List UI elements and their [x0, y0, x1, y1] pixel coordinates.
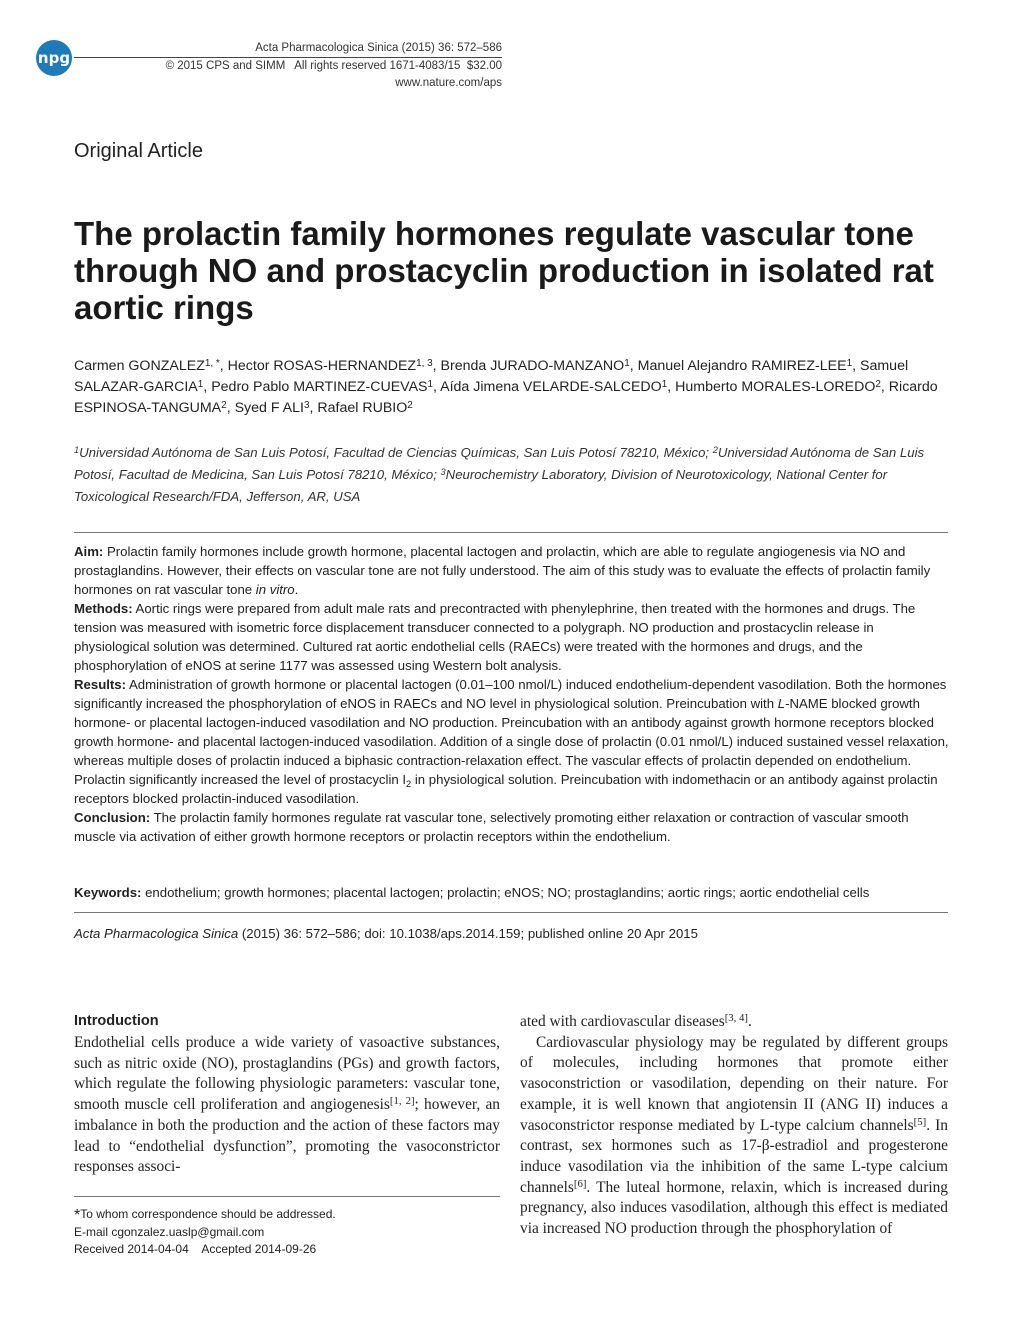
abstract-aim: Aim: Prolactin family hormones include growth hormone, placental lactogen and prolactin, which are able to regulate angiogenesis via NO and prostaglandins. However, their effects on vascular tone are not fully understood. The aim of this study was to evaluate the effects of prolactin family hormones on rat vascular tone in vitro.	[74, 544, 931, 597]
received-accepted-dates: Received 2014-04-04 Accepted 2014-09-26	[74, 1242, 317, 1256]
footnote-rule	[74, 1196, 500, 1197]
keywords-rule	[74, 912, 948, 913]
abstract-methods: Methods: Aortic rings were prepared from adult male rats and precontracted with phenylephrine, then treated with the hormones and drugs. The tension was measured with isometric force displacement transducer connected to a polygraph. NO production and prostacyclin release in physiological solution was determined. Cultured rat aortic endothelial cells (RAECs) were treated with the hormones and drugs, and the phosphorylation of eNOS at serine 1177 was assessed using Western bolt analysis.	[74, 601, 916, 673]
abstract-conclusion: Conclusion: The prolactin family hormones regulate rat vascular tone, selectively promoting either relaxation or contraction of vascular smooth muscle via activation of either growth hormone receptors or prolactin receptors within the endothelium.	[74, 810, 909, 844]
intro-left-column	[74, 1033, 500, 1178]
intro-paragraph: Cardiovascular physiology may be regulated by different groups of molecules, including hormones that promote either vasoconstriction or vasodilation, depending on their nature. For example, it is well known that angiotensin II (ANG II) induces a vasoconstrictor response mediated by L-type calcium channels[5]. In contrast, sex hormones such as 17-β-estradiol and progesterone induce vasodilation via the inhibition of the same L-type calcium channels[6]. The luteal hormone, relaxin, which is increased during pregnancy, also induces vasodilation, although this effect is mediated via increased NO production through the phosphorylation of	[520, 1033, 948, 1238]
citation-line: Acta Pharmacologica Sinica (2015) 36: 572–586; doi: 10.1038/aps.2014.159; published online 20 Apr 2015	[74, 926, 698, 941]
correspondence-note: To whom correspondence should be addressed.	[80, 1207, 336, 1221]
introduction-heading: Introduction	[74, 1013, 159, 1029]
intro-right-column	[520, 1012, 948, 1240]
volume-info: (2015) 36: 572–586	[401, 42, 502, 54]
intro-paragraph: ated with cardiovascular diseases[3, 4].	[520, 1012, 752, 1030]
affiliations: $^1$Universidad Autónoma de San Luis Potosí, Facultad de Ciencias Químicas, San Luis Potosí 78210, México; $^2$Universidad Autónoma de San Luis Potosí, Facultad de Medicina, San Luis Potosí 78210, México; $^3$Neurochemistry Laboratory, Division of Neurotoxicology, National Center for Toxicological Research/FDA, Jefferson, AR, USA	[74, 444, 925, 504]
author-list: Carmen $GONZALEZ^{1, *}$, Hector ROSAS-HERNANDEZ$^{1, 3}$, Brenda JURADO-MANZANO$^1$, Manuel Alejandro RAMIREZ-LEE$^1$, Samuel SALAZAR-GARCIA$^1$, Pedro Pablo MARTINEZ-CUEVAS$^1$, Aída Jimena VELARDE-SALCEDO$^1$, Humberto MORALES-LOREDO$^2$, Ricardo ESPINOSA-TANGUMA$^2$, Syed F ALI$^3$, Rafael RUBIO$^2$	[74, 357, 938, 416]
intro-paragraph: Endothelial cells produce a wide variety of vasoactive substances, such as nitric oxide (NO), prostaglandins (PGs) and growth factors, which regulate the following physiologic parameters: vascular tone, smooth muscle cell proliferation and angiogenesis[1, 2]; however, an imbalance in both the production and the action of these factors may lead to “endothelial dysfunction”, promoting the vasoconstrictor responses associ-	[74, 1034, 500, 1176]
asterisk-icon: *	[74, 1207, 81, 1224]
journal-name: Acta Pharmacologica Sinica	[255, 42, 399, 54]
article-type: Original Article	[74, 140, 203, 162]
npg-logo: npg	[36, 40, 72, 76]
copyright-line: © 2015 CPS and SIMM All rights reserved 1671-4083/15 $32.00	[165, 60, 502, 72]
journal-line	[255, 40, 502, 56]
abstract-top-rule	[74, 532, 948, 533]
journal-url[interactable]: www.nature.com/aps	[395, 77, 502, 89]
correspondence-email[interactable]: E-mail cgonzalez.uaslp@gmail.com	[74, 1225, 265, 1239]
abstract	[74, 542, 950, 846]
footnote	[74, 1206, 500, 1258]
abstract-results: Results: Administration of growth hormone or placental lactogen (0.01–100 nmol/L) induced endothelium-dependent vasodilation. Both the hormones significantly increased the phosphorylation of eNOS in RAECs and NO level in physiological solution. Preincubation with L-NAME blocked growth hormone- or placental lactogen-induced vasodilation and NO production. Preincubation with an antibody against growth hormone receptors blocked growth hormone- and placental lactogen-induced vasodilation. Addition of a single dose of prolactin (0.01 nmol/L) induced sustained vessel relaxation, whereas multiple doses of prolactin induced a biphasic contraction-relaxation effect. The vascular effects of prolactin depended on endothelium. Prolactin significantly increased the level of prostacyclin $I_2$ in physiological solution. Preincubation with indomethacin or an antibody against prolactin receptors blocked prolactin-induced vasodilation.	[74, 677, 949, 806]
keywords: Keywords: endothelium; growth hormones; placental lactogen; prolactin; eNOS; NO; prostaglandins; aortic rings; aortic endothelial cells	[74, 885, 870, 900]
article-title: The prolactin family hormones regulate vascular tone through NO and prostacyclin production in isolated rat aortic rings	[74, 215, 934, 326]
